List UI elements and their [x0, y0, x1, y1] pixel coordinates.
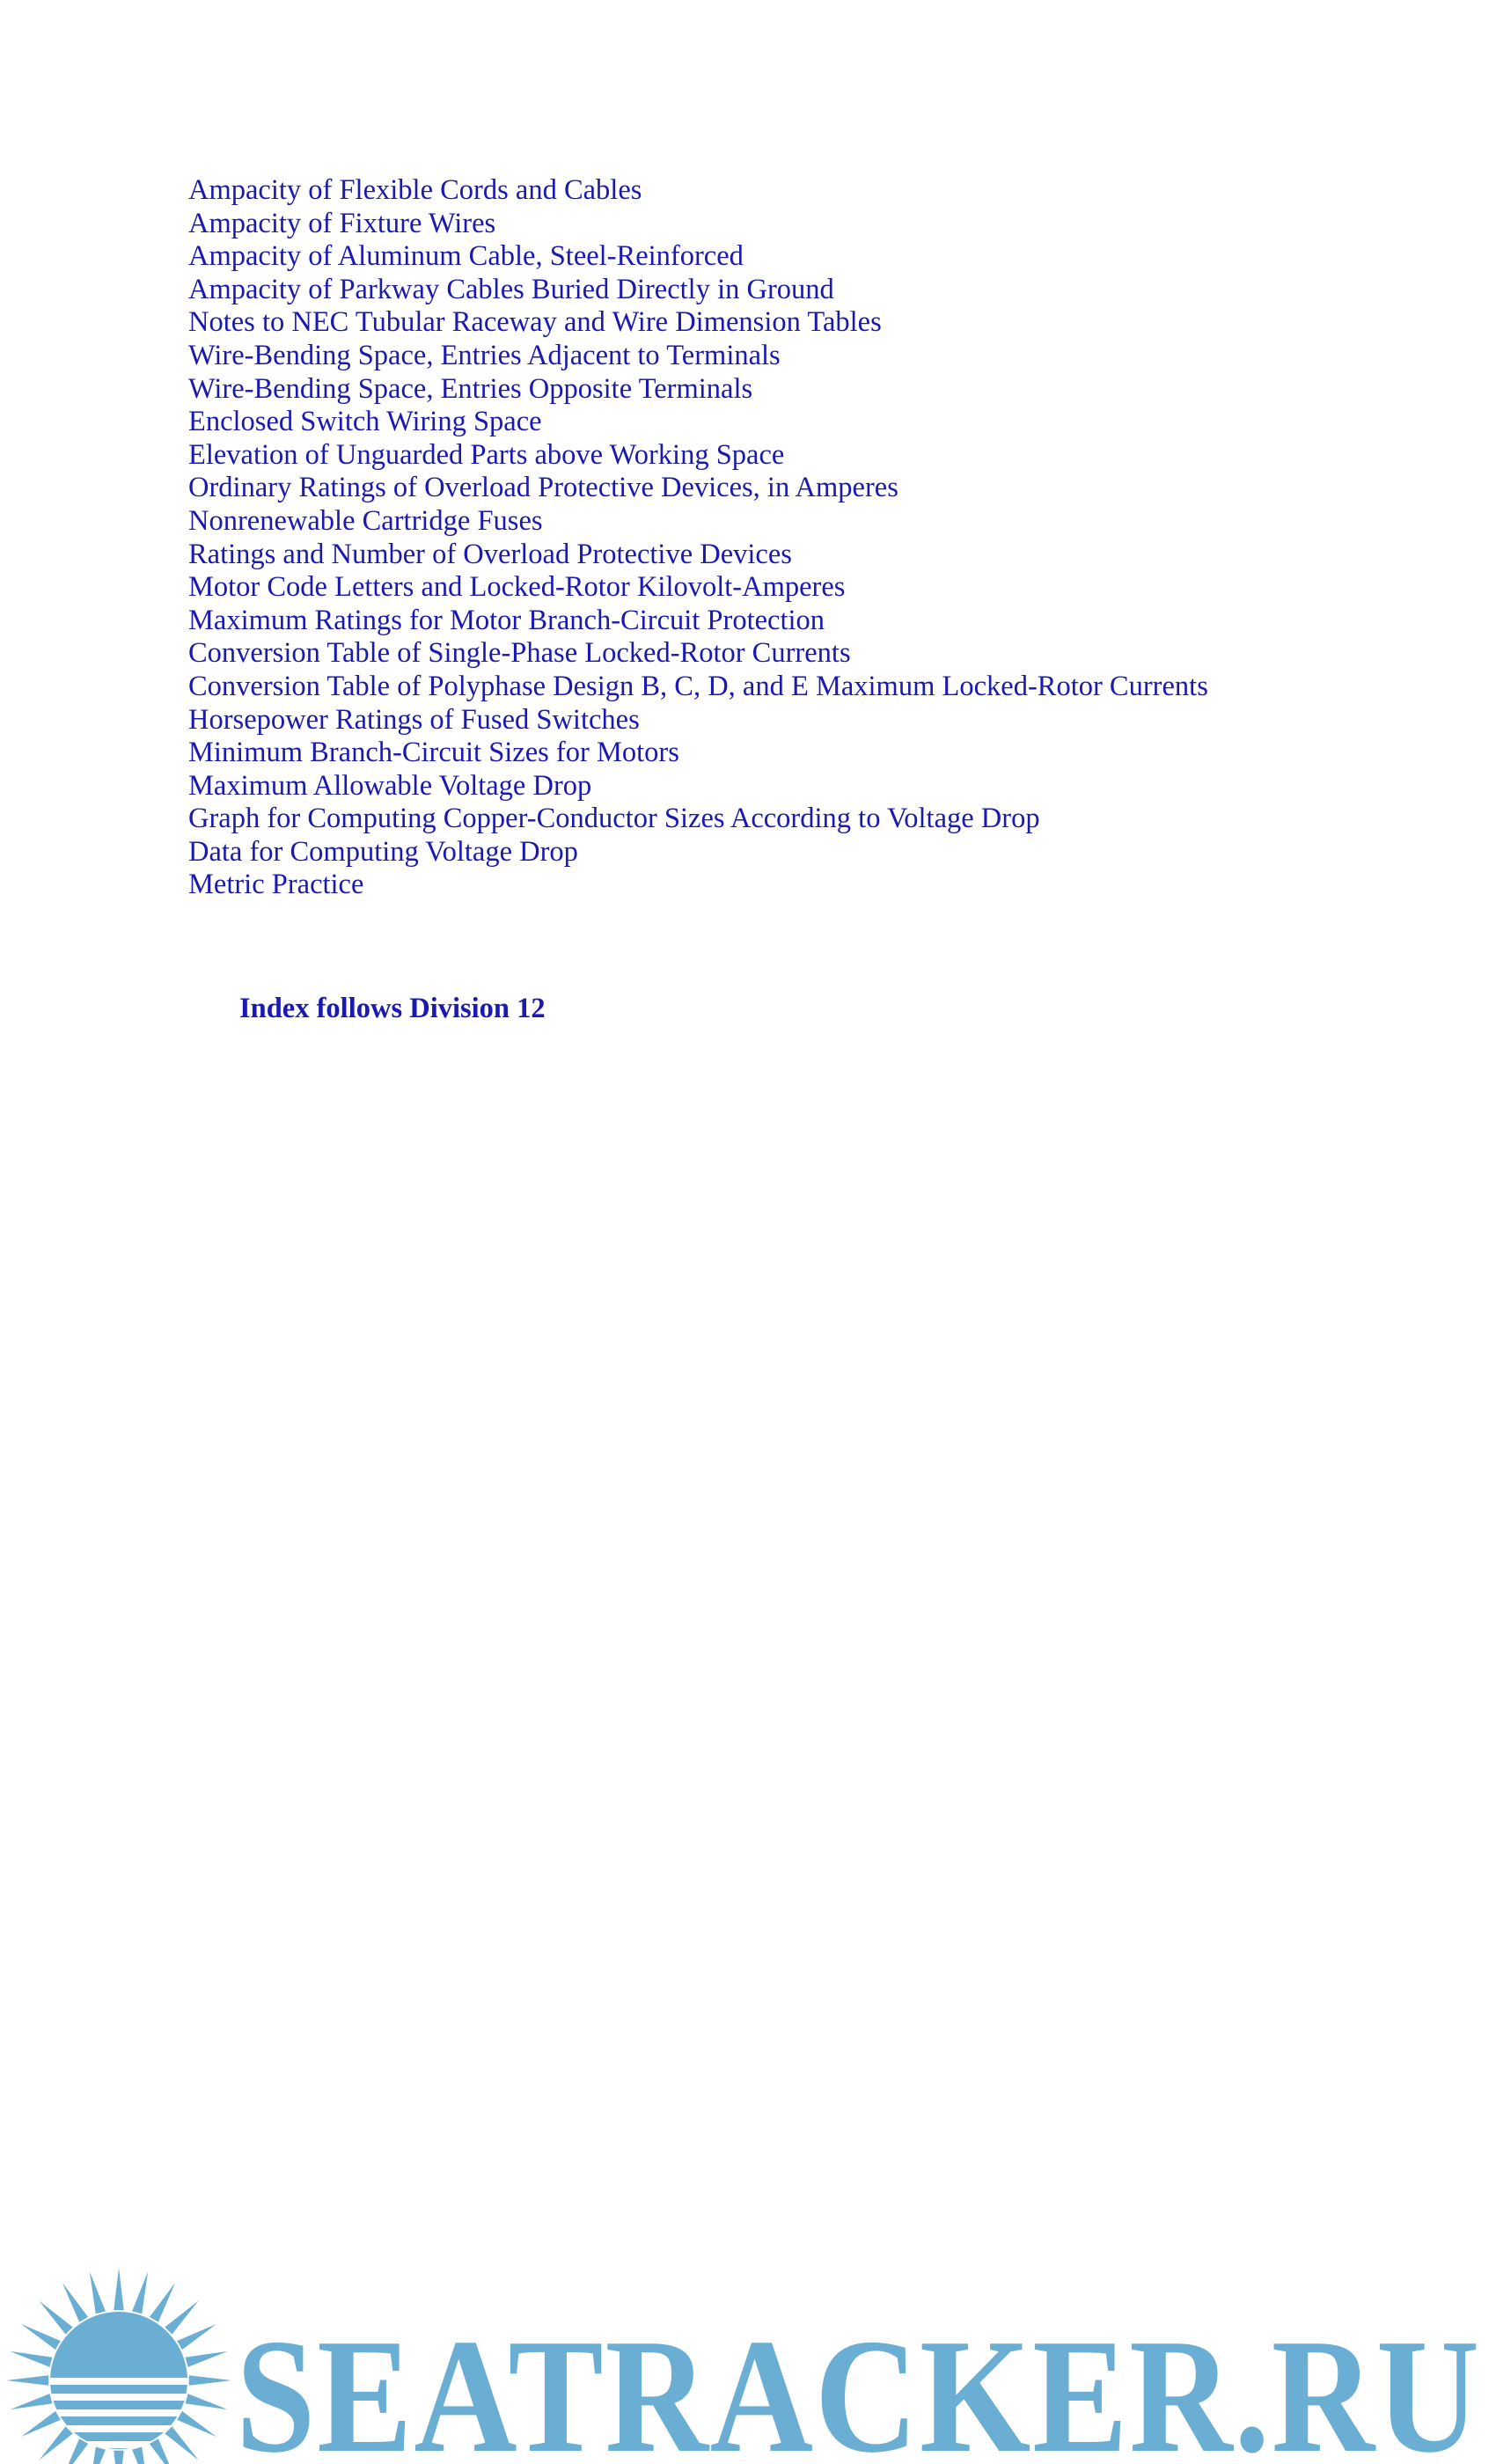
toc-link-ampacity-aluminum-cable[interactable]: Ampacity of Aluminum Cable, Steel-Reinforced [188, 240, 744, 273]
sun-ray [186, 2394, 228, 2409]
toc-link-overload-devices-number[interactable]: Ratings and Number of Overload Protective Devices [188, 538, 792, 570]
toc-link-wire-bending-adjacent[interactable]: Wire-Bending Space, Entries Adjacent to Terminals [188, 339, 781, 371]
sun-ray [132, 2271, 148, 2314]
toc-link-voltage-drop-data[interactable]: Data for Computing Voltage Drop [188, 835, 578, 868]
sun-ray [21, 2324, 61, 2350]
sun-ray [10, 2394, 52, 2409]
toc-link-wire-bending-opposite[interactable]: Wire-Bending Space, Entries Opposite Terminals [188, 372, 753, 405]
sun-ray [62, 2438, 88, 2464]
toc-link-ampacity-fixture-wires[interactable]: Ampacity of Fixture Wires [188, 207, 496, 239]
sun-ray [90, 2447, 106, 2464]
toc-link-single-phase-currents[interactable]: Conversion Table of Single-Phase Locked-Rotor Currents [188, 637, 851, 670]
toc-list [188, 174, 1208, 902]
toc-link-overload-ratings[interactable]: Ordinary Ratings of Overload Protective Devices, in Amperes [188, 472, 898, 504]
sun-ray [21, 2411, 61, 2437]
toc-link-nec-raceway-notes[interactable]: Notes to NEC Tubular Raceway and Wire Dimension Tables [188, 306, 882, 339]
sun-ray [114, 2268, 124, 2310]
sun-ray [39, 2300, 72, 2334]
index-note-link[interactable]: Index follows Division 12 [239, 993, 546, 1024]
toc-link-voltage-drop-max[interactable]: Maximum Allowable Voltage Drop [188, 769, 592, 802]
sun-ray [114, 2451, 124, 2464]
sun-ray [177, 2411, 216, 2437]
sun-ray [165, 2300, 198, 2334]
toc-link-copper-conductor-graph[interactable]: Graph for Computing Copper-Conductor Sizes According to Voltage Drop [188, 803, 1040, 835]
toc-link-elevation-unguarded-parts[interactable]: Elevation of Unguarded Parts above Working Space [188, 438, 785, 471]
toc-link-ampacity-flexible-cords[interactable]: Ampacity of Flexible Cords and Cables [188, 174, 642, 206]
toc-link-nonrenewable-fuses[interactable]: Nonrenewable Cartridge Fuses [188, 504, 543, 537]
toc-link-metric-practice[interactable]: Metric Practice [188, 869, 364, 901]
sun-ray [62, 2283, 88, 2322]
sun-ray [150, 2283, 175, 2322]
sun-ray [189, 2375, 231, 2386]
toc-link-fused-switches-hp[interactable]: Horsepower Ratings of Fused Switches [188, 703, 640, 736]
sun-ray [90, 2271, 106, 2314]
sun-ray [165, 2426, 198, 2460]
toc-link-branch-circuit-sizes[interactable]: Minimum Branch-Circuit Sizes for Motors [188, 737, 679, 769]
toc-link-enclosed-switch-wiring[interactable]: Enclosed Switch Wiring Space [188, 406, 542, 438]
toc-link-motor-branch-protection[interactable]: Maximum Ratings for Motor Branch-Circuit Protection [188, 604, 825, 636]
watermark-text: SEATRACKER.RU [236, 2306, 1481, 2464]
sun-ray [6, 2375, 48, 2386]
sun-ray [39, 2426, 72, 2460]
sun-ray [177, 2324, 216, 2350]
sun-ray [150, 2438, 175, 2464]
toc-link-polyphase-currents[interactable]: Conversion Table of Polyphase Design B, C, D, and E Maximum Locked-Rotor Currents [188, 670, 1208, 702]
toc-link-motor-code-letters[interactable]: Motor Code Letters and Locked-Rotor Kilovolt-Amperes [188, 571, 846, 604]
sun-ray [132, 2447, 148, 2464]
sun-ray [186, 2351, 228, 2367]
sun-icon [6, 2268, 231, 2464]
watermark-logo [0, 2235, 1496, 2464]
sun-ray [10, 2351, 52, 2367]
toc-link-ampacity-parkway-cables[interactable]: Ampacity of Parkway Cables Buried Directly in Ground [188, 273, 834, 305]
